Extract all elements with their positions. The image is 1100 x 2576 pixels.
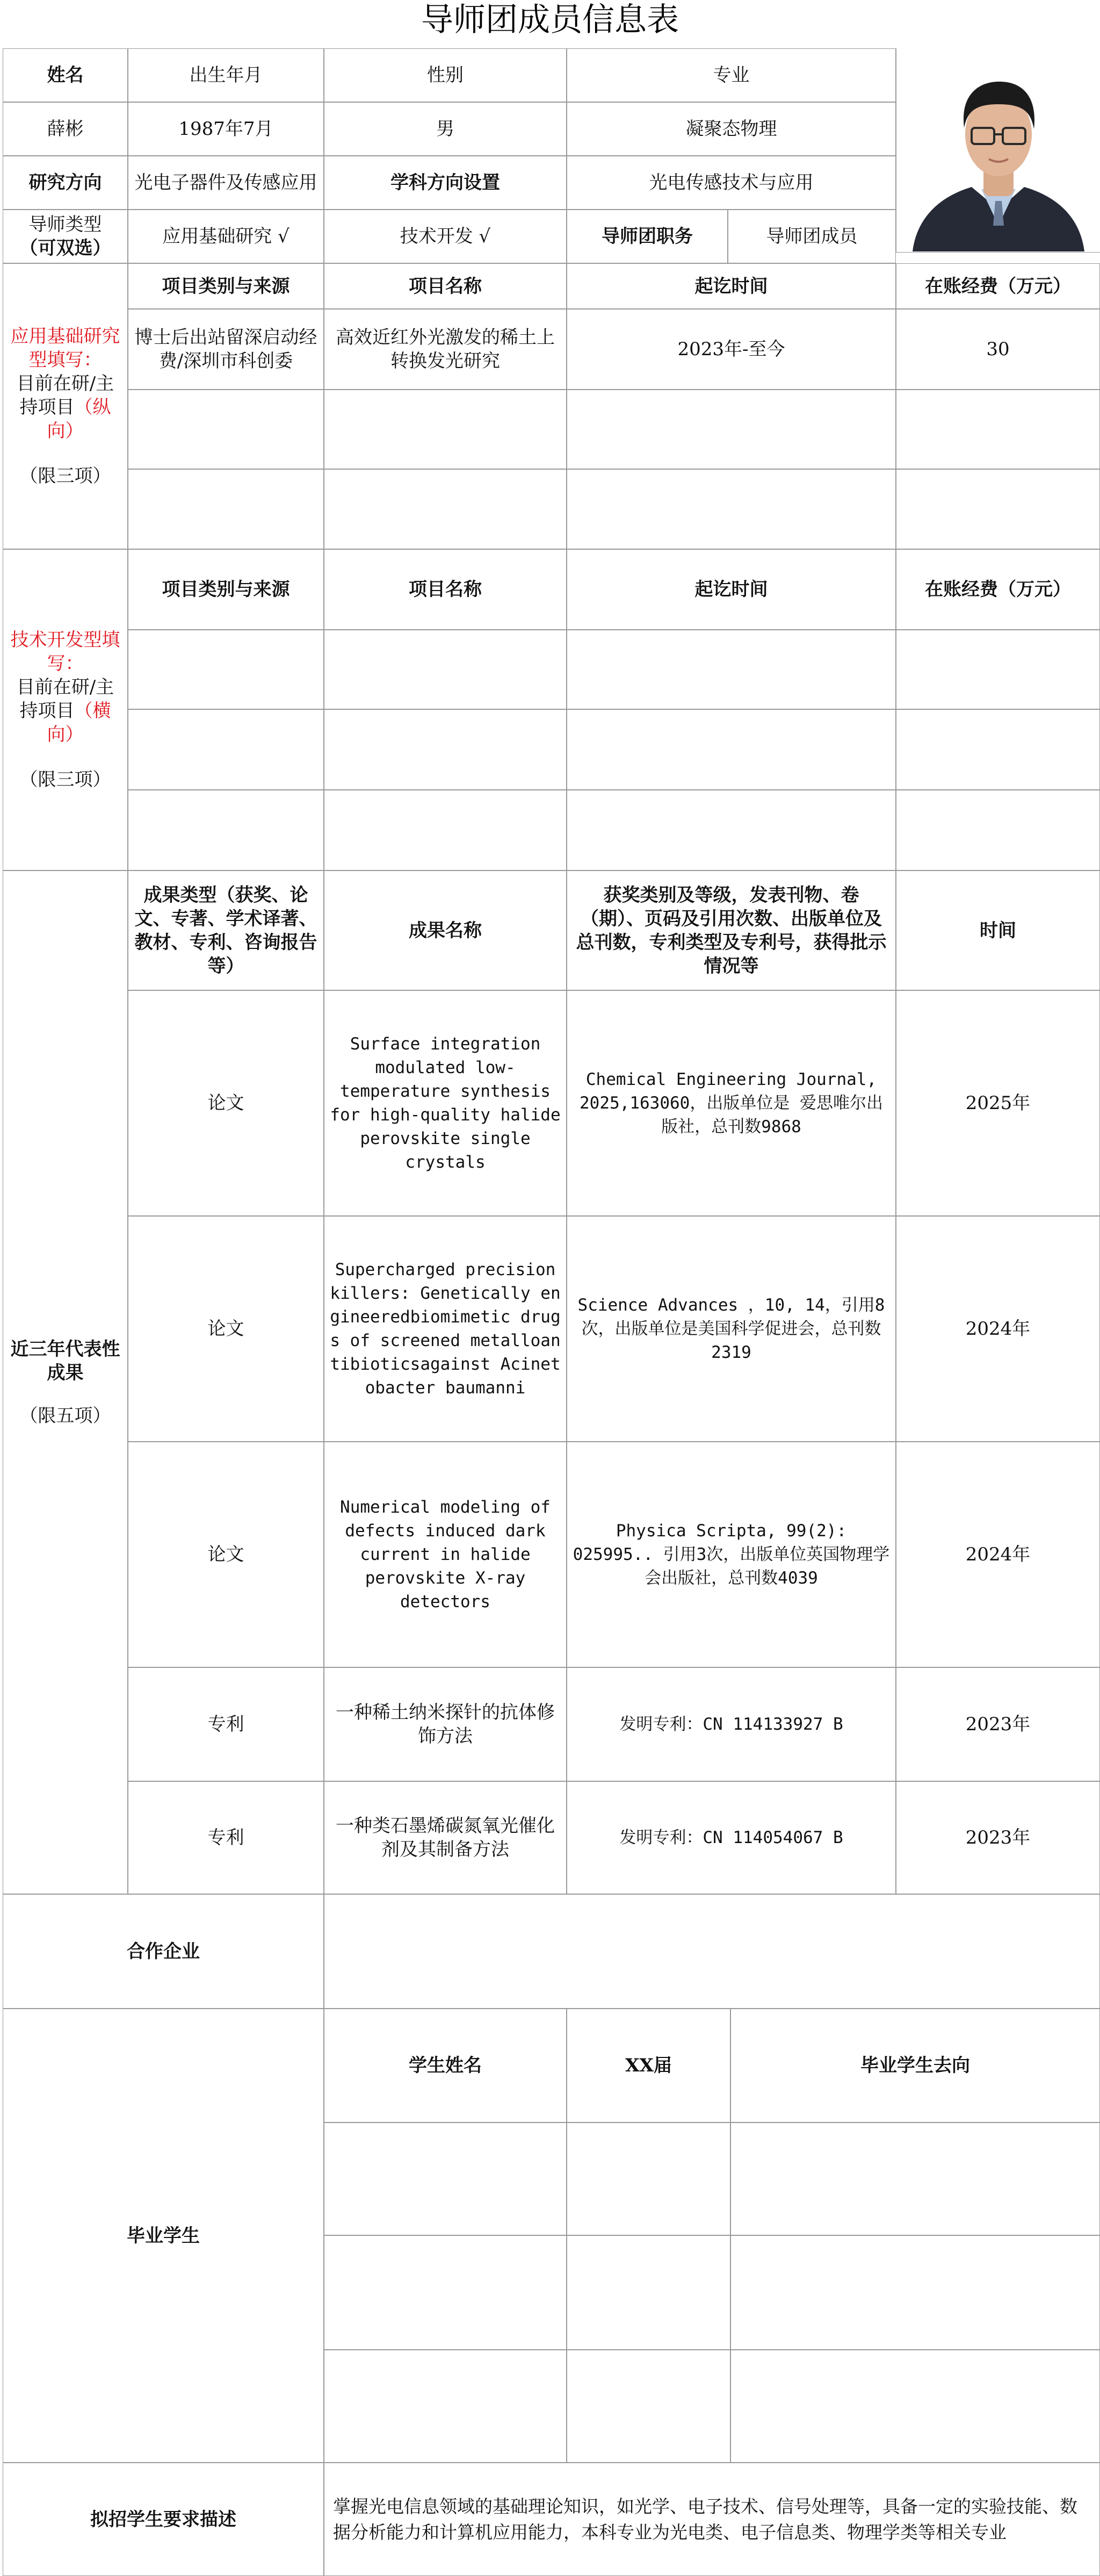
- value-birth: 1987年7月: [128, 102, 324, 156]
- achievement-2-detail: Science Advances ，10, 14，引用8次，出版单位是美国科学促进会，总刊数2319: [567, 1216, 896, 1442]
- portrait-photo: [896, 48, 1100, 253]
- value-name: 薛彬: [3, 102, 128, 156]
- cooperation-label: 合作企业: [3, 1894, 324, 2009]
- horizontal-row-2-funds: [896, 709, 1100, 790]
- horizontal-label-text: 目前在研/主持项目: [16, 677, 114, 722]
- horizontal-row-1-funds: [896, 630, 1100, 709]
- graduate-1-destination: [730, 2122, 1100, 2235]
- achievement-5-detail: 发明专利：CN 114054067 B: [567, 1781, 896, 1894]
- requirements-text: 掌握光电信息领域的基础理论知识，如光学、电子技术、信号处理等，具备一定的实验技能、数据分析能力和计算机应用能力，本科专业为光电类、电子信息类、物理学类等相关专业: [324, 2463, 1100, 2576]
- achievement-3-name: Numerical modeling of defects induced dark current in halide perovskite X-ray detectors: [324, 1442, 567, 1667]
- horizontal-row-1-name: [324, 630, 567, 709]
- position-value: 导师团成员: [728, 210, 896, 263]
- graduate-2-destination: [730, 2235, 1100, 2350]
- achievement-3-detail: Physica Scripta, 99(2): 025995.. 引用3次，出版单位英国物理学会出版社，总刊数4039: [567, 1442, 896, 1667]
- achievement-5-time: 2023年: [896, 1781, 1100, 1894]
- vertical-row-2-source: [128, 390, 324, 469]
- graduates-header-destination: 毕业学生去向: [730, 2009, 1100, 2122]
- vertical-row-3-period: [567, 469, 896, 549]
- graduate-2-class: [567, 2235, 730, 2350]
- horizontal-row-3-period: [567, 790, 896, 870]
- vertical-row-3-name: [324, 469, 567, 549]
- achievements-limit: （限五项）: [19, 1405, 111, 1427]
- horizontal-row-2-source: [128, 709, 324, 790]
- graduate-3-name: [324, 2350, 567, 2463]
- horizontal-row-3-funds: [896, 790, 1100, 870]
- vertical-limit: （限三项）: [19, 465, 111, 487]
- mentor-type-label: 导师类型: [28, 214, 102, 235]
- horizontal-row-1-source: [128, 630, 324, 709]
- achievement-1-detail: Chemical Engineering Journal, 2025,163060，出版单位是 爱思唯尔出版社，总刊数9868: [567, 990, 896, 1216]
- vertical-label-red: 应用基础研究型填写：: [10, 326, 120, 371]
- achievements-header-detail: 获奖类别及等级，发表刊物、卷（期）、页码及引用次数、出版单位及总刊数，专利类型及专利号，获得批示情况等: [567, 870, 896, 990]
- horizontal-row-1-period: [567, 630, 896, 709]
- vertical-header-period: 起讫时间: [567, 263, 896, 309]
- vertical-row-1-period: 2023年-至今: [567, 309, 896, 390]
- horizontal-row-3-name: [324, 790, 567, 870]
- achievement-3-time: 2024年: [896, 1442, 1100, 1667]
- horizontal-header-funds: 在账经费（万元）: [896, 549, 1100, 630]
- header-major: 专业: [567, 48, 896, 102]
- header-gender: 性别: [324, 48, 567, 102]
- achievement-4-name: 一种稀土纳米探针的抗体修饰方法: [324, 1667, 567, 1781]
- achievement-2-time: 2024年: [896, 1216, 1100, 1442]
- achievements-label-text: 近三年代表性成果: [10, 1338, 120, 1384]
- research-direction-value: 光电子器件及传感应用: [128, 156, 324, 210]
- requirements-label: 拟招学生要求描述: [3, 2463, 324, 2576]
- vertical-label-text: 目前在研/主持项目: [16, 373, 114, 418]
- achievement-4-type: 专利: [128, 1667, 324, 1781]
- horizontal-label-tag: （横向）: [47, 700, 111, 745]
- horizontal-header-name: 项目名称: [324, 549, 567, 630]
- achievement-4-detail: 发明专利：CN 114133927 B: [567, 1667, 896, 1781]
- achievements-header-time: 时间: [896, 870, 1100, 990]
- achievement-2-name: Supercharged precision killers: Genetically engineeredbiomimetic drugs of screened metalloantibioticsagainst Acinetobacter baumanni: [324, 1216, 567, 1442]
- horizontal-label-red: 技术开发型填写：: [10, 629, 120, 674]
- vertical-label-line: [9, 372, 122, 443]
- vertical-label-tag: （纵向）: [47, 397, 111, 442]
- graduates-label: 毕业学生: [3, 2009, 324, 2463]
- mentor-type-option-2: 技术开发 √: [324, 210, 567, 263]
- horizontal-projects-label: [3, 549, 128, 870]
- discipline-value: 光电传感技术与应用: [567, 156, 896, 210]
- vertical-header-source: 项目类别与来源: [128, 263, 324, 309]
- achievement-5-name: 一种类石墨烯碳氮氧光催化剂及其制备方法: [324, 1781, 567, 1894]
- vertical-row-2-funds: [896, 390, 1100, 469]
- graduate-1-name: [324, 2122, 567, 2235]
- horizontal-header-source: 项目类别与来源: [128, 549, 324, 630]
- page-title: 导师团成员信息表: [421, 1, 679, 39]
- achievement-5-type: 专利: [128, 1781, 324, 1894]
- horizontal-row-2-period: [567, 709, 896, 790]
- graduate-3-destination: [730, 2350, 1100, 2463]
- cooperation-value: [324, 1894, 1100, 2009]
- achievement-2-type: 论文: [128, 1216, 324, 1442]
- vertical-row-2-period: [567, 390, 896, 469]
- achievement-1-time: 2025年: [896, 990, 1100, 1216]
- mentor-type-label-cell: [3, 210, 128, 263]
- graduates-header-name: 学生姓名: [324, 2009, 567, 2122]
- achievement-1-name: Surface integration modulated low-temperature synthesis for high-quality halide perovskite single crystals: [324, 990, 567, 1216]
- vertical-header-name: 项目名称: [324, 263, 567, 309]
- vertical-projects-label: [3, 263, 128, 549]
- mentor-type-note: （可双选）: [19, 238, 111, 259]
- header-name: 姓名: [3, 48, 128, 102]
- horizontal-row-2-name: [324, 709, 567, 790]
- graduate-3-class: [567, 2350, 730, 2463]
- portrait-image: [896, 48, 1099, 251]
- achievement-4-time: 2023年: [896, 1667, 1100, 1781]
- vertical-row-1-source: 博士后出站留深启动经费/深圳市科创委: [128, 309, 324, 390]
- achievements-label: [3, 870, 128, 1894]
- graduates-header-class: XX届: [567, 2009, 730, 2122]
- achievement-3-type: 论文: [128, 1442, 324, 1667]
- horizontal-row-3-source: [128, 790, 324, 870]
- horizontal-label-line: [9, 675, 122, 746]
- position-label: 导师团职务: [567, 210, 728, 263]
- vertical-row-2-name: [324, 390, 567, 469]
- mentor-type-option-1: 应用基础研究 √: [128, 210, 324, 263]
- graduate-1-class: [567, 2122, 730, 2235]
- value-gender: 男: [324, 102, 567, 156]
- vertical-row-3-funds: [896, 469, 1100, 549]
- achievements-header-type: 成果类型（获奖、论文、专著、学术译著、教材、专利、咨询报告等）: [128, 870, 324, 990]
- vertical-row-1-funds: 30: [896, 309, 1100, 390]
- vertical-header-funds: 在账经费（万元）: [896, 263, 1100, 309]
- vertical-row-3-source: [128, 469, 324, 549]
- graduate-2-name: [324, 2235, 567, 2350]
- horizontal-limit: （限三项）: [19, 769, 111, 790]
- value-major: 凝聚态物理: [567, 102, 896, 156]
- header-birth: 出生年月: [128, 48, 324, 102]
- achievement-1-type: 论文: [128, 990, 324, 1216]
- discipline-label: 学科方向设置: [324, 156, 567, 210]
- vertical-row-1-name: 高效近红外光激发的稀土上转换发光研究: [324, 309, 567, 390]
- horizontal-header-period: 起讫时间: [567, 549, 896, 630]
- achievements-header-name: 成果名称: [324, 870, 567, 990]
- research-direction-label: 研究方向: [3, 156, 128, 210]
